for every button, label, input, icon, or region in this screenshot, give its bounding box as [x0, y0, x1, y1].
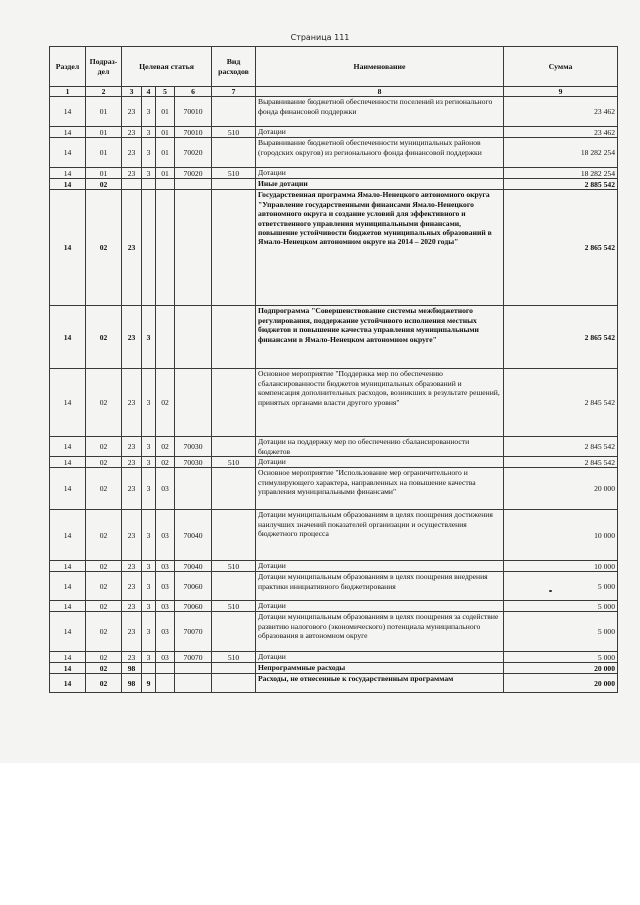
name-cell: Дотации муниципальным образованиям в целях поощрения за содействие развитию налогового (экономического) потенциала муниципального образования в автономном округе [256, 612, 504, 652]
cs1-cell: 23 [122, 510, 142, 561]
table-row [50, 457, 618, 468]
razdel-cell: 14 [50, 601, 86, 612]
razdel-cell: 14 [50, 306, 86, 369]
name-cell: Расходы, не отнесенные к государственным программам [256, 674, 504, 693]
cs4-cell [175, 663, 212, 674]
table-row [50, 127, 618, 138]
sum-cell: 2 865 542 [504, 190, 618, 306]
cs4-cell: 70040 [175, 510, 212, 561]
cs4-cell: 70010 [175, 97, 212, 127]
sum-cell: 18 282 254 [504, 138, 618, 168]
cs3-cell: 03 [156, 510, 175, 561]
page-label: Страница 111 [290, 33, 350, 42]
cs3-cell: 02 [156, 457, 175, 468]
vid-cell [212, 612, 256, 652]
podrazdel-cell: 02 [86, 652, 122, 663]
cs2-cell: 9 [142, 674, 156, 693]
table-row [50, 510, 618, 561]
table-row [50, 437, 618, 457]
cs1-cell: 23 [122, 561, 142, 572]
cs3-cell: 03 [156, 652, 175, 663]
cs3-cell: 01 [156, 138, 175, 168]
header-name: Наименование [256, 47, 504, 87]
cs4-cell: 70040 [175, 561, 212, 572]
sum-cell: 2 845 542 [504, 369, 618, 437]
name-cell: Дотации на поддержку мер по обеспечению сбалансированности бюджетов [256, 437, 504, 457]
cs2-cell: 3 [142, 572, 156, 601]
cs3-cell [156, 663, 175, 674]
cs3-cell: 01 [156, 97, 175, 127]
cs4-cell: 70010 [175, 127, 212, 138]
name-cell: Дотации [256, 652, 504, 663]
sum-cell: 20 000 [504, 468, 618, 510]
col-number: 8 [256, 87, 504, 97]
razdel-cell: 14 [50, 97, 86, 127]
table-row [50, 138, 618, 168]
cs2-cell: 3 [142, 652, 156, 663]
podrazdel-cell: 02 [86, 663, 122, 674]
name-cell: Дотации муниципальным образованиям в целях поощрения внедрения практики инициативного бюджетирования [256, 572, 504, 601]
table-row [50, 663, 618, 674]
razdel-cell: 14 [50, 674, 86, 693]
sum-cell: 23 462 [504, 127, 618, 138]
podrazdel-cell: 02 [86, 437, 122, 457]
col-number: 9 [504, 87, 618, 97]
sum-cell: 20 000 [504, 674, 618, 693]
table-row [50, 674, 618, 693]
cs1-cell: 23 [122, 612, 142, 652]
razdel-cell: 14 [50, 437, 86, 457]
vid-cell [212, 663, 256, 674]
sum-cell: 5 000 [504, 652, 618, 663]
vid-cell [212, 369, 256, 437]
col-number: 5 [156, 87, 175, 97]
name-cell: Выравнивание бюджетной обеспеченности поселений из регионального фонда финансовой поддержки [256, 97, 504, 127]
sum-cell: 18 282 254 [504, 168, 618, 179]
name-cell: Основное мероприятие "Поддержка мер по обеспечению сбалансированности бюджетов муниципальных образований и компенсация дополнительных расходов, возникших в результате решений, принятых органами власти другого уровня" [256, 369, 504, 437]
vid-cell [212, 179, 256, 190]
table-row [50, 97, 618, 127]
cs2-cell: 3 [142, 468, 156, 510]
cs2-cell [142, 190, 156, 306]
cs2-cell: 3 [142, 561, 156, 572]
cs3-cell: 03 [156, 601, 175, 612]
podrazdel-cell: 02 [86, 612, 122, 652]
podrazdel-cell: 02 [86, 190, 122, 306]
sum-cell: 20 000 [504, 663, 618, 674]
cs3-cell: 03 [156, 561, 175, 572]
table-row [50, 306, 618, 369]
cs1-cell: 23 [122, 97, 142, 127]
cs1-cell: 23 [122, 190, 142, 306]
sum-cell: 5 000 [504, 612, 618, 652]
cs2-cell: 3 [142, 601, 156, 612]
razdel-cell: 14 [50, 572, 86, 601]
table-row [50, 561, 618, 572]
name-cell: Дотации [256, 127, 504, 138]
podrazdel-cell: 02 [86, 510, 122, 561]
cs3-cell [156, 306, 175, 369]
cs3-cell: 02 [156, 369, 175, 437]
podrazdel-cell: 02 [86, 572, 122, 601]
cs4-cell: 70030 [175, 457, 212, 468]
cs2-cell: 3 [142, 306, 156, 369]
sum-cell: 2 885 542 [504, 179, 618, 190]
vid-cell [212, 510, 256, 561]
name-cell: Дотации [256, 168, 504, 179]
cs1-cell: 23 [122, 138, 142, 168]
budget-table [49, 46, 618, 693]
sum-cell: 2 845 542 [504, 437, 618, 457]
vid-cell: 510 [212, 168, 256, 179]
podrazdel-cell: 02 [86, 561, 122, 572]
cs3-cell: 02 [156, 437, 175, 457]
table-row [50, 190, 618, 306]
col-number: 4 [142, 87, 156, 97]
razdel-cell: 14 [50, 179, 86, 190]
razdel-cell: 14 [50, 457, 86, 468]
cs2-cell: 3 [142, 510, 156, 561]
cs4-cell: 70070 [175, 612, 212, 652]
cs4-cell [175, 306, 212, 369]
podrazdel-cell: 02 [86, 457, 122, 468]
name-cell: Непрограммные расходы [256, 663, 504, 674]
podrazdel-cell: 02 [86, 179, 122, 190]
cs1-cell: 23 [122, 369, 142, 437]
cs1-cell [122, 179, 142, 190]
cs4-cell: 70030 [175, 437, 212, 457]
podrazdel-cell: 02 [86, 306, 122, 369]
razdel-cell: 14 [50, 369, 86, 437]
podrazdel-cell: 01 [86, 138, 122, 168]
cs1-cell: 23 [122, 437, 142, 457]
table-row [50, 179, 618, 190]
sum-cell: 23 462 [504, 97, 618, 127]
name-cell: Основное мероприятие "Использование мер ограничительного и стимулирующего характера, направленных на повышение качества управления муниципальными финансами" [256, 468, 504, 510]
vid-cell [212, 138, 256, 168]
cs2-cell: 3 [142, 369, 156, 437]
col-number: 1 [50, 87, 86, 97]
cs3-cell: 03 [156, 612, 175, 652]
cs2-cell: 3 [142, 138, 156, 168]
cs4-cell [175, 369, 212, 437]
cs3-cell: 03 [156, 468, 175, 510]
sum-cell: 10 000 [504, 561, 618, 572]
table-body [50, 97, 618, 693]
podrazdel-cell: 01 [86, 127, 122, 138]
cs4-cell: 70020 [175, 168, 212, 179]
name-cell: Подпрограмма "Совершенствование системы межбюджетного регулирования, поддержание устойчивого исполнения местных бюджетов и повышение качества управления муниципальными финансами в Ямало-Ненецком автономном округе" [256, 306, 504, 369]
vid-cell: 510 [212, 127, 256, 138]
col-number: 3 [122, 87, 142, 97]
name-cell: Выравнивание бюджетной обеспеченности муниципальных районов (городских округов) из регионального фонда финансовой поддержки [256, 138, 504, 168]
scan-speck [549, 590, 552, 592]
table-row [50, 369, 618, 437]
col-number: 7 [212, 87, 256, 97]
podrazdel-cell: 01 [86, 168, 122, 179]
cs3-cell: 01 [156, 127, 175, 138]
vid-cell: 510 [212, 561, 256, 572]
column-number-row [50, 87, 618, 97]
cs2-cell: 3 [142, 168, 156, 179]
table-row [50, 572, 618, 601]
podrazdel-cell: 02 [86, 468, 122, 510]
razdel-cell: 14 [50, 127, 86, 138]
cs1-cell: 23 [122, 127, 142, 138]
vid-cell: 510 [212, 601, 256, 612]
cs3-cell [156, 179, 175, 190]
header-celevaya: Целевая статья [122, 47, 212, 87]
cs3-cell [156, 674, 175, 693]
cs1-cell: 23 [122, 306, 142, 369]
name-cell: Дотации [256, 457, 504, 468]
razdel-cell: 14 [50, 190, 86, 306]
cs2-cell: 3 [142, 437, 156, 457]
sum-cell: 2 845 542 [504, 457, 618, 468]
cs2-cell [142, 179, 156, 190]
razdel-cell: 14 [50, 612, 86, 652]
sum-cell: 10 000 [504, 510, 618, 561]
podrazdel-cell: 02 [86, 674, 122, 693]
header-summa: Сумма [504, 47, 618, 87]
cs2-cell: 3 [142, 457, 156, 468]
cs1-cell: 23 [122, 572, 142, 601]
sum-cell: 5 000 [504, 572, 618, 601]
name-cell: Дотации [256, 601, 504, 612]
header-row [50, 47, 618, 87]
name-cell: Иные дотации [256, 179, 504, 190]
cs4-cell [175, 190, 212, 306]
podrazdel-cell: 02 [86, 369, 122, 437]
sum-cell: 5 000 [504, 601, 618, 612]
vid-cell [212, 572, 256, 601]
table-row [50, 468, 618, 510]
vid-cell [212, 437, 256, 457]
cs1-cell: 23 [122, 652, 142, 663]
vid-cell [212, 306, 256, 369]
table-row [50, 168, 618, 179]
razdel-cell: 14 [50, 652, 86, 663]
cs4-cell: 70070 [175, 652, 212, 663]
cs1-cell: 23 [122, 468, 142, 510]
cs2-cell: 3 [142, 97, 156, 127]
vid-cell [212, 190, 256, 306]
vid-cell: 510 [212, 652, 256, 663]
cs4-cell [175, 674, 212, 693]
cs4-cell: 70020 [175, 138, 212, 168]
razdel-cell: 14 [50, 168, 86, 179]
vid-cell: 510 [212, 457, 256, 468]
cs1-cell: 23 [122, 601, 142, 612]
table-row [50, 601, 618, 612]
razdel-cell: 14 [50, 663, 86, 674]
cs4-cell: 70060 [175, 601, 212, 612]
vid-cell [212, 674, 256, 693]
cs2-cell [142, 663, 156, 674]
vid-cell [212, 468, 256, 510]
cs1-cell: 23 [122, 168, 142, 179]
header-razdel: Раздел [50, 47, 86, 87]
table-row [50, 652, 618, 663]
cs2-cell: 3 [142, 612, 156, 652]
name-cell: Дотации [256, 561, 504, 572]
cs2-cell: 3 [142, 127, 156, 138]
header-vid: Вид расходов [212, 47, 256, 87]
col-number: 6 [175, 87, 212, 97]
col-number: 2 [86, 87, 122, 97]
cs3-cell [156, 190, 175, 306]
cs3-cell: 01 [156, 168, 175, 179]
cs1-cell: 98 [122, 663, 142, 674]
razdel-cell: 14 [50, 138, 86, 168]
cs1-cell: 98 [122, 674, 142, 693]
name-cell: Дотации муниципальным образованиям в целях поощрения достижения наилучших значений показателей организации и осуществления бюджетного процесса [256, 510, 504, 561]
header-podrazdel: Подраз-дел [86, 47, 122, 87]
sum-cell: 2 865 542 [504, 306, 618, 369]
cs4-cell: 70060 [175, 572, 212, 601]
cs1-cell: 23 [122, 457, 142, 468]
table-row [50, 612, 618, 652]
razdel-cell: 14 [50, 510, 86, 561]
vid-cell [212, 97, 256, 127]
razdel-cell: 14 [50, 561, 86, 572]
cs4-cell [175, 179, 212, 190]
name-cell: Государственная программа Ямало-Ненецкого автономного округа "Управление государственными финансами Ямало-Ненецкого автономного округа и создание условий для эффективного и ответственного управления муниципальными финансами, повышение устойчивости бюджетов муниципальных образований в Ямало-Ненецком автономном округе на 2014 – 2020 годы" [256, 190, 504, 306]
podrazdel-cell: 01 [86, 97, 122, 127]
razdel-cell: 14 [50, 468, 86, 510]
cs4-cell [175, 468, 212, 510]
podrazdel-cell: 02 [86, 601, 122, 612]
cs3-cell: 03 [156, 572, 175, 601]
